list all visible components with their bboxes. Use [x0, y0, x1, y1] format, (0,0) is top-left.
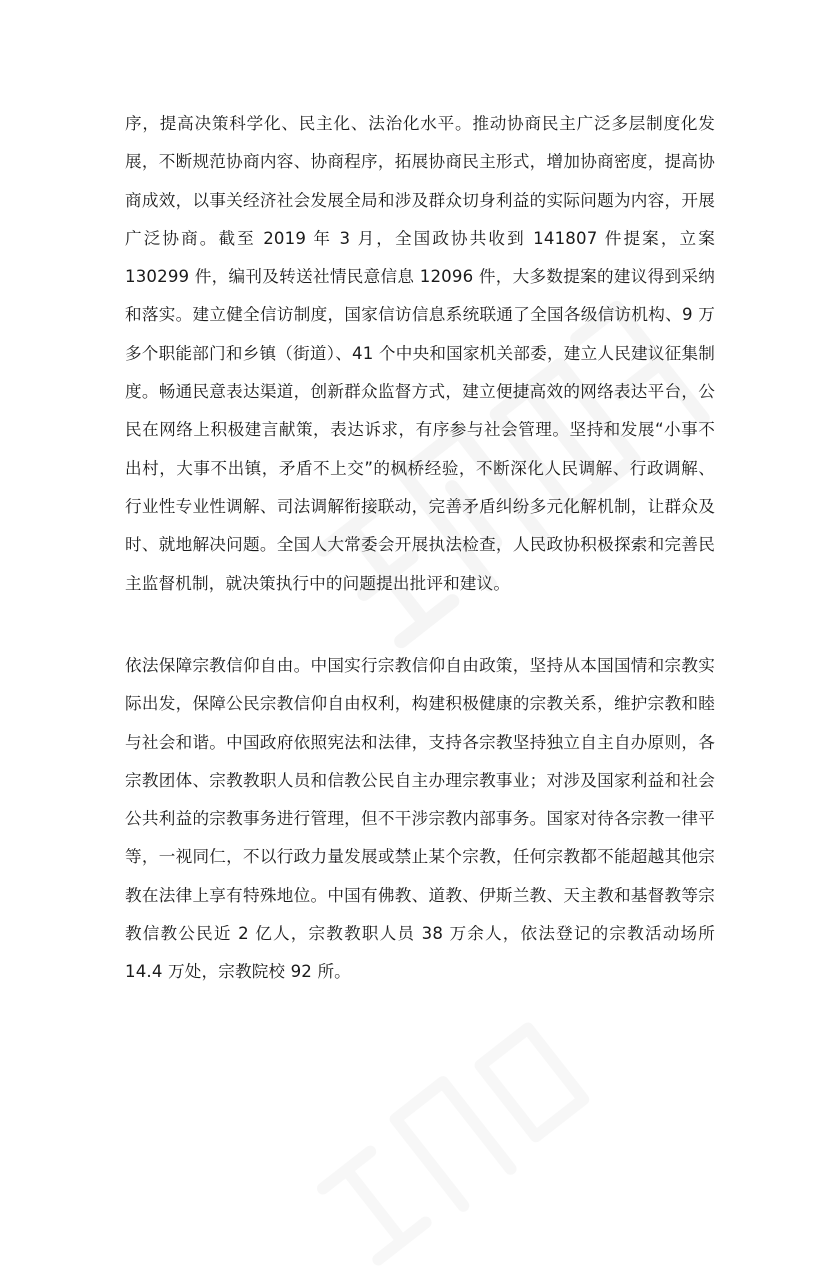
- watermark-mark-bottom: [289, 992, 612, 1287]
- body-paragraph: 依法保障宗教信仰自由。中国实行宗教信仰自由政策，坚持从本国国情和宗教实际出发，保障公民宗教信仰自由权利，构建积极健康的宗教关系，维护宗教和睦与社会和谐。中国政府依照宪法和法律，支持各宗教坚持独立自主自办原则，各宗教团体、宗教教职人员和信教公民自主办理宗教事业；对涉及国家利益和社会公共利益的宗教事务进行管理，但不干涉宗教内部事务。国家对待各宗教一律平等，一视同仁，不以行政力量发展或禁止某个宗教，任何宗教都不能超越其他宗教在法律上享有特殊地位。中国有佛教、道教、伊斯兰教、天主教和基督教等宗教信教公民近 2 亿人，宗教教职人员 38 万余人，依法登记的宗教活动场所 14.4 万处，宗教院校 92 所。: [125, 656, 715, 982]
- body-paragraph: 序，提高决策科学化、民主化、法治化水平。推动协商民主广泛多层制度化发展，不断规范协商内容、协商程序，拓展协商民主形式，增加协商密度，提高协商成效，以事关经济社会发展全局和涉及群众切身利益的实际问题为内容，开展广泛协商。截至 2019 年 3 月，全国政协共收到 141807 件提案，立案 130299 件，编刊及转送社情民意信息 12096 件，大多数提案的建议得到采纳和落实。建立健全信访制度，国家信访信息系统联通了全国各级信访机构、9 万多个职能部门和乡镇（街道）、41 个中央和国家机关部委，建立人民建议征集制度。畅通民意表达渠道，创新群众监督方式，建立便捷高效的网络表达平台，公民在网络上积极建言献策，表达诉求，有序参与社会管理。坚持和发展“小事不出村，大事不出镇，矛盾不上交”的枫桥经验，不断深化人民调解、行政调解、行业性专业性调解、司法调解衔接联动，完善矛盾纠纷多元化解机制，让群众及时、就地解决问题。全国人大常委会开展执法检查，人民政协积极探索和完善民主监督机制，就决策执行中的问题提出批评和建议。: [125, 114, 715, 593]
